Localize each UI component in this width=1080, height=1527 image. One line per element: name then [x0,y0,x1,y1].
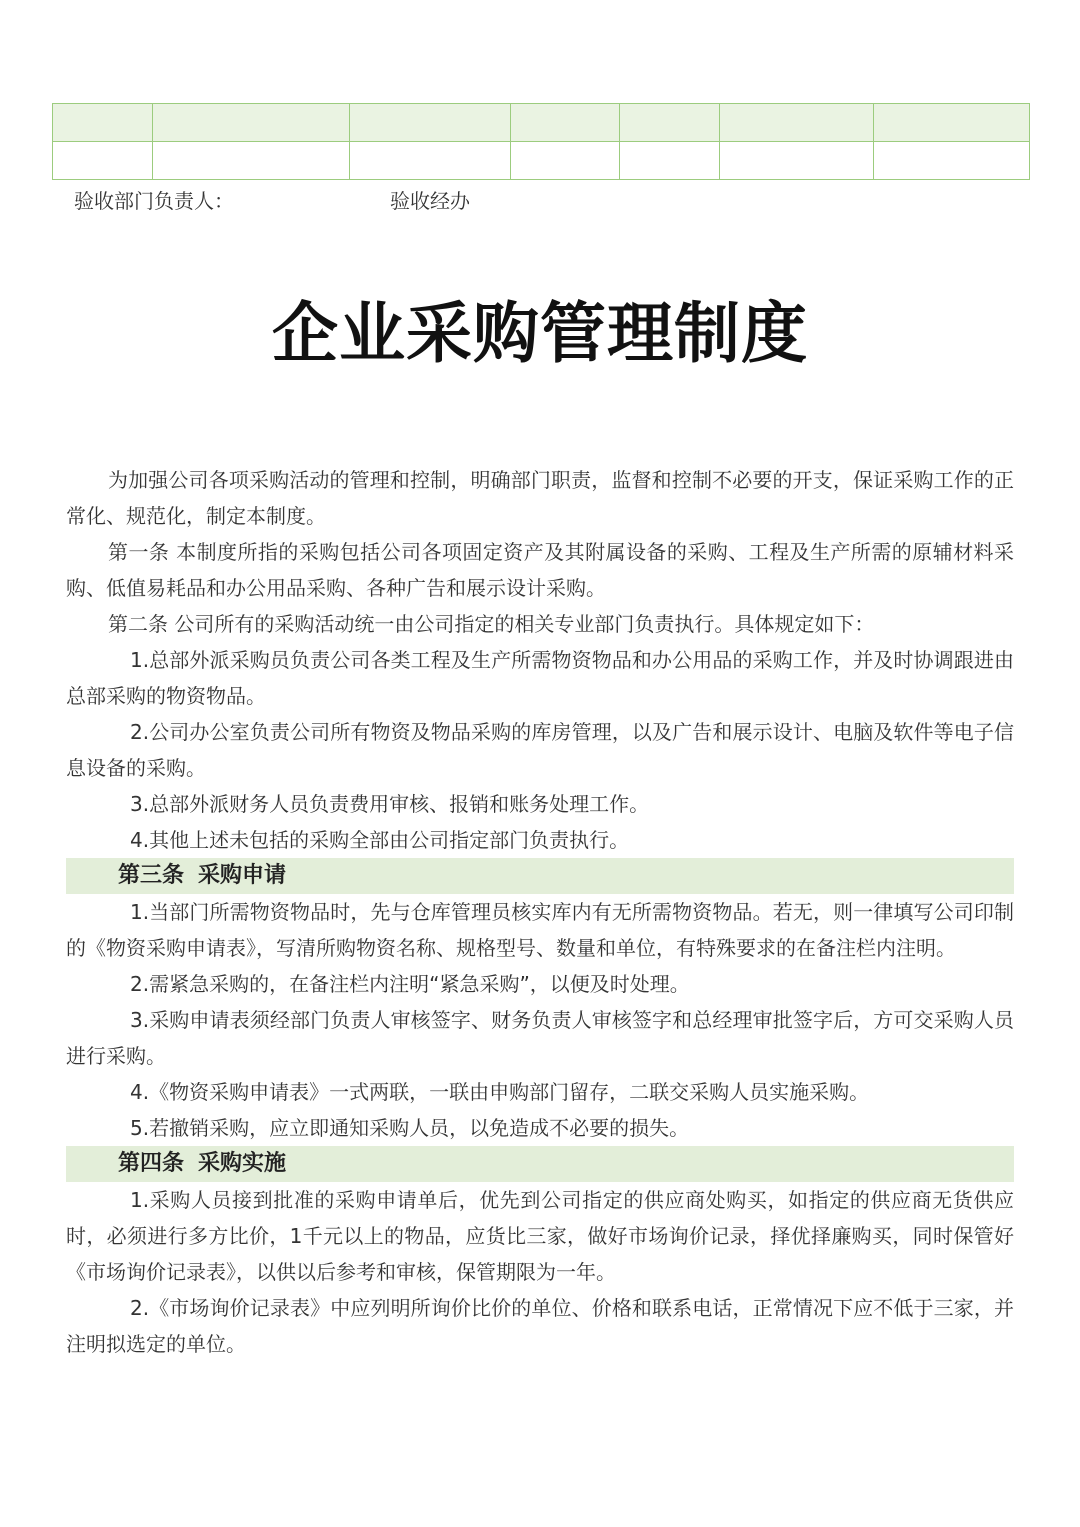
sign-off-line [74,186,974,216]
article-3-item: 3.采购申请表须经部门负责人审核签字、财务负责人审核签字和总经理审批签字后，方可交采购人员进行采购。 [66,1008,1014,1068]
table-cell [511,104,620,142]
document-body [66,462,1014,1362]
table-cell [874,142,1030,180]
table-cell [153,142,350,180]
table-cell [720,142,874,180]
dept-head-label: 验收部门负责人： [74,189,234,213]
article-2-item: 3.总部外派财务人员负责费用审核、报销和账务处理工作。 [130,792,650,816]
article-4-item: 2.《市场询价记录表》中应列明所询价比价的单位、价格和联系电话，正常情况下应不低于三家，并注明拟选定的单位。 [66,1296,1014,1356]
article-3-number: 第三条 [118,863,185,888]
article-1: 第一条 本制度所指的采购包括公司各项固定资产及其附属设备的采购、工程及生产所需的原辅材料采购、低值易耗品和办公用品采购、各种广告和展示设计采购。 [66,540,1014,600]
article-4-name: 采购实施 [198,1151,287,1176]
table-cell [350,104,511,142]
table-row [53,142,1030,180]
table-cell [53,104,153,142]
article-4-item: 1.采购人员接到批准的采购申请单后，优先到公司指定的供应商处购买，如指定的供应商无货供应时，必须进行多方比价，1千元以上的物品，应货比三家，做好市场询价记录，择优择廉购买，同时保管好《市场询价记录表》，以供以后参考和审核，保管期限为一年。 [66,1188,1014,1284]
article-3-item: 4.《物资采购申请表》一式两联，一联由申购部门留存，二联交采购人员实施采购。 [130,1080,870,1104]
table-cell [511,142,620,180]
table-cell [874,104,1030,142]
article-3-heading [66,858,1014,894]
article-3-item: 1.当部门所需物资物品时，先与仓库管理员核实库内有无所需物资物品。若无，则一律填写公司印制的《物资采购申请表》，写清所购物资名称、规格型号、数量和单位，有特殊要求的在备注栏内注明。 [66,900,1014,960]
article-3-item: 2.需紧急采购的，在备注栏内注明“紧急采购”，以便及时处理。 [130,972,690,996]
article-2-item: 2.公司办公室负责公司所有物资及物品采购的库房管理，以及广告和展示设计、电脑及软件等电子信息设备的采购。 [66,720,1014,780]
article-3-name: 采购申请 [198,863,287,888]
article-2-item: 4.其他上述未包括的采购全部由公司指定部门负责执行。 [130,828,630,852]
table-cell [350,142,511,180]
handler-label: 验收经办 [390,189,470,213]
table-cell [620,142,720,180]
table-cell [620,104,720,142]
table-header-row [53,104,1030,142]
article-4-number: 第四条 [118,1151,185,1176]
article-2-item: 1.总部外派采购员负责公司各类工程及生产所需物资物品和办公用品的采购工作，并及时协调跟进由总部采购的物资物品。 [66,648,1014,708]
table-cell [53,142,153,180]
article-4-heading [66,1146,1014,1182]
intro-paragraph: 为加强公司各项采购活动的管理和控制，明确部门职责，监督和控制不必要的开支，保证采购工作的正常化、规范化，制定本制度。 [66,468,1014,528]
acceptance-table [52,103,1030,180]
document-title: 企业采购管理制度 [272,295,808,372]
table-cell [153,104,350,142]
article-3-item: 5.若撤销采购，应立即通知采购人员，以免造成不必要的损失。 [130,1116,690,1140]
article-2-heading: 第二条 公司所有的采购活动统一由公司指定的相关专业部门负责执行。具体规定如下： [108,612,875,636]
table-cell [720,104,874,142]
